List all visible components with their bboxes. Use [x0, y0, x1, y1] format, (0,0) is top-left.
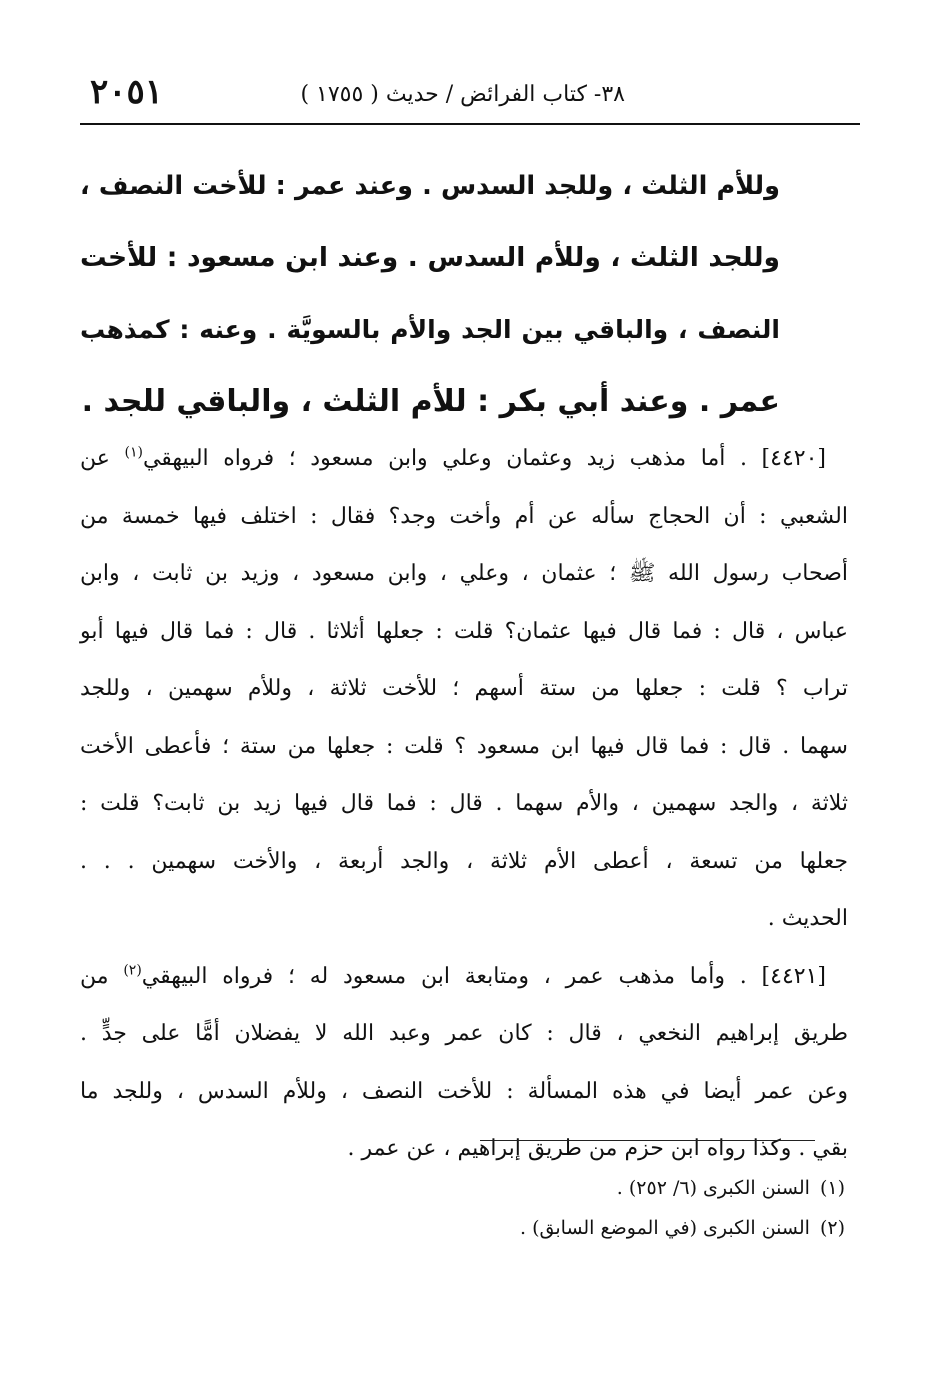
- bold-line: النصف ، والباقي بين الجد والأم بالسويَّة . وعنه : كمذهب: [80, 315, 780, 344]
- text-line: أصحاب رسول الله ﷺ ؛ عثمان ، وعلي ، وابن مسعود ، وزيد بن ثابت ، وابن: [80, 561, 848, 586]
- text-line: ثلاثة ، والجد سهمين ، والأم سهما . قال : فما قال فيها زيد بن ثابت؟ قلت :: [80, 791, 848, 816]
- bold-paragraph: [80, 150, 780, 438]
- footnote-ref: (١): [124, 444, 143, 461]
- footnote-number: (٢): [819, 1217, 845, 1239]
- paragraph-text: [٤٤٢١] . وأما مذهب عمر ، ومتابعة ابن مسعود له ؛ فرواه البيهقي: [141, 963, 826, 989]
- text-line: الشعبي : أن الحجاج سأله عن أم وأخت وجد؟ فقال : اختلف فيها خمسة من: [80, 503, 848, 529]
- bold-line: وللأم الثلث ، وللجد السدس . وعند عمر : للأخت النصف ،: [80, 171, 780, 201]
- paragraph-4421-first-line: [80, 948, 848, 1006]
- footnote-ref: (٢): [123, 962, 142, 979]
- footnote-divider: [480, 1140, 815, 1141]
- footnote-text: السنن الكبرى (في الموضع السابق) .: [520, 1217, 810, 1239]
- text-line: الحديث .: [767, 906, 848, 931]
- bold-line: عمر . وعند أبي بكر : للأم الثلث ، والباقي للجد .: [81, 384, 780, 419]
- paragraph-text: من: [80, 963, 124, 989]
- footnote-number: (١): [819, 1177, 845, 1199]
- text-line: وعن عمر أيضا في هذه المسألة : للأخت النصف ، وللأم السدس ، وللجد ما: [80, 1078, 848, 1104]
- text-line: جعلها من تسعة ، أعطى الأم ثلاثة ، والجد أربعة ، والأخت سهمين . . .: [80, 848, 848, 874]
- bold-line: وللجد الثلث ، وللأم السدس . وعند ابن مسعود : للأخت: [80, 242, 780, 273]
- running-title: ٣٨- كتاب الفرائض / حديث ( ١٧٥٥ ): [300, 82, 625, 107]
- text-line: بقي . وكذا رواه ابن حزم من طريق إبراهيم ، عن عمر .: [347, 1136, 848, 1161]
- body-text: [80, 430, 848, 1178]
- text-line: طريق إبراهيم النخعي ، قال : كان عمر وعبد الله لا يفضلان أمًّا على جدٍّ .: [80, 1021, 848, 1046]
- paragraph-text: عن: [80, 446, 125, 471]
- text-line: عباس ، قال : فما قال فيها عثمان؟ قلت : جعلها أثلاثا . قال : فما قال فيها أبو: [80, 618, 848, 644]
- page-number: ٢٠٥١: [90, 72, 164, 112]
- page-header: [80, 72, 860, 122]
- paragraph-text: [٤٤٢٠] . أما مذهب زيد وعثمان وعلي وابن مسعود ؛ فرواه البيهقي: [142, 446, 826, 471]
- footnote: [300, 1208, 845, 1248]
- text-line: تراب ؟ قلت : جعلها من ستة أسهم ؛ للأخت ثلاثة ، وللأم سهمين ، وللجد: [80, 676, 848, 701]
- paragraph-4420-first-line: [80, 430, 848, 488]
- text-line: سهما . قال : فما قال فيها ابن مسعود ؟ قلت : جعلها من ستة ؛ فأعطى الأخت: [80, 733, 848, 759]
- footnotes: [300, 1168, 845, 1248]
- footnote-text: السنن الكبرى (٦/ ٢٥٢) .: [616, 1177, 810, 1199]
- footnote: [300, 1168, 845, 1208]
- header-divider: [80, 123, 860, 125]
